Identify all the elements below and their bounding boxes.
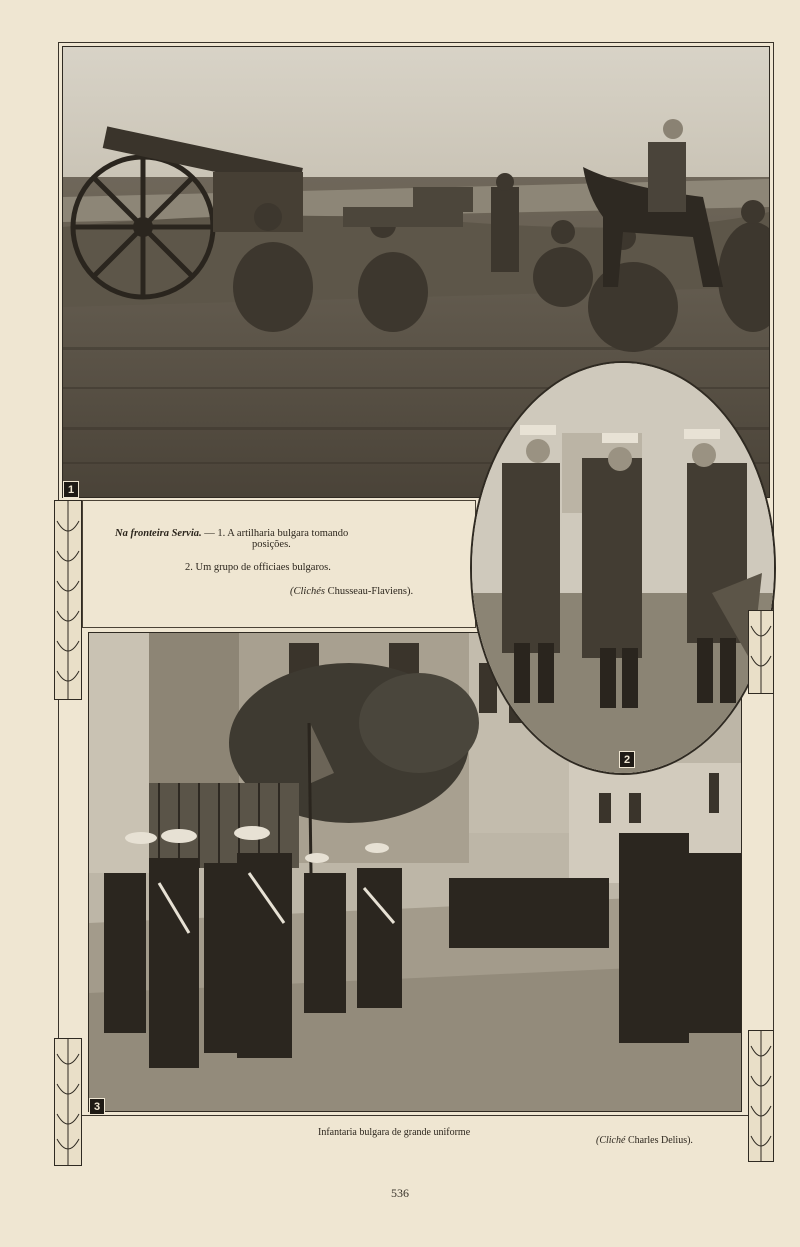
caption-line-1 <box>115 528 348 539</box>
left-ornament-bottom <box>54 1038 82 1166</box>
page-number: 536 <box>391 1186 409 1200</box>
figure-number-3: 3 <box>89 1098 105 1115</box>
caption-item-1-cont: posições. <box>252 539 291 550</box>
figure-number-1: 1 <box>63 481 79 498</box>
caption-credit-italic: (Clichés <box>290 586 325 597</box>
caption-credit <box>290 586 413 597</box>
infantry-caption: Infantaria bulgara de grande uniforme <box>318 1127 471 1138</box>
infantry-credit <box>596 1135 693 1146</box>
caption-credit-name: Chusseau-Flaviens). <box>327 586 414 597</box>
caption-item-2: 2. Um grupo de officiaes bulgaros. <box>185 562 331 573</box>
infantry-credit-italic: (Cliché <box>596 1135 626 1146</box>
right-ornament-top <box>748 610 774 694</box>
officers-photo <box>470 361 776 775</box>
right-ornament-bottom <box>748 1030 774 1162</box>
caption-item-1: — 1. A artilharia bulgara tomando <box>204 528 349 539</box>
caption-title: Na fronteira Servia. <box>115 528 202 539</box>
infantry-credit-name: Charles Delius). <box>627 1135 693 1146</box>
left-ornament-top <box>54 500 82 700</box>
figure-number-2: 2 <box>619 751 635 768</box>
